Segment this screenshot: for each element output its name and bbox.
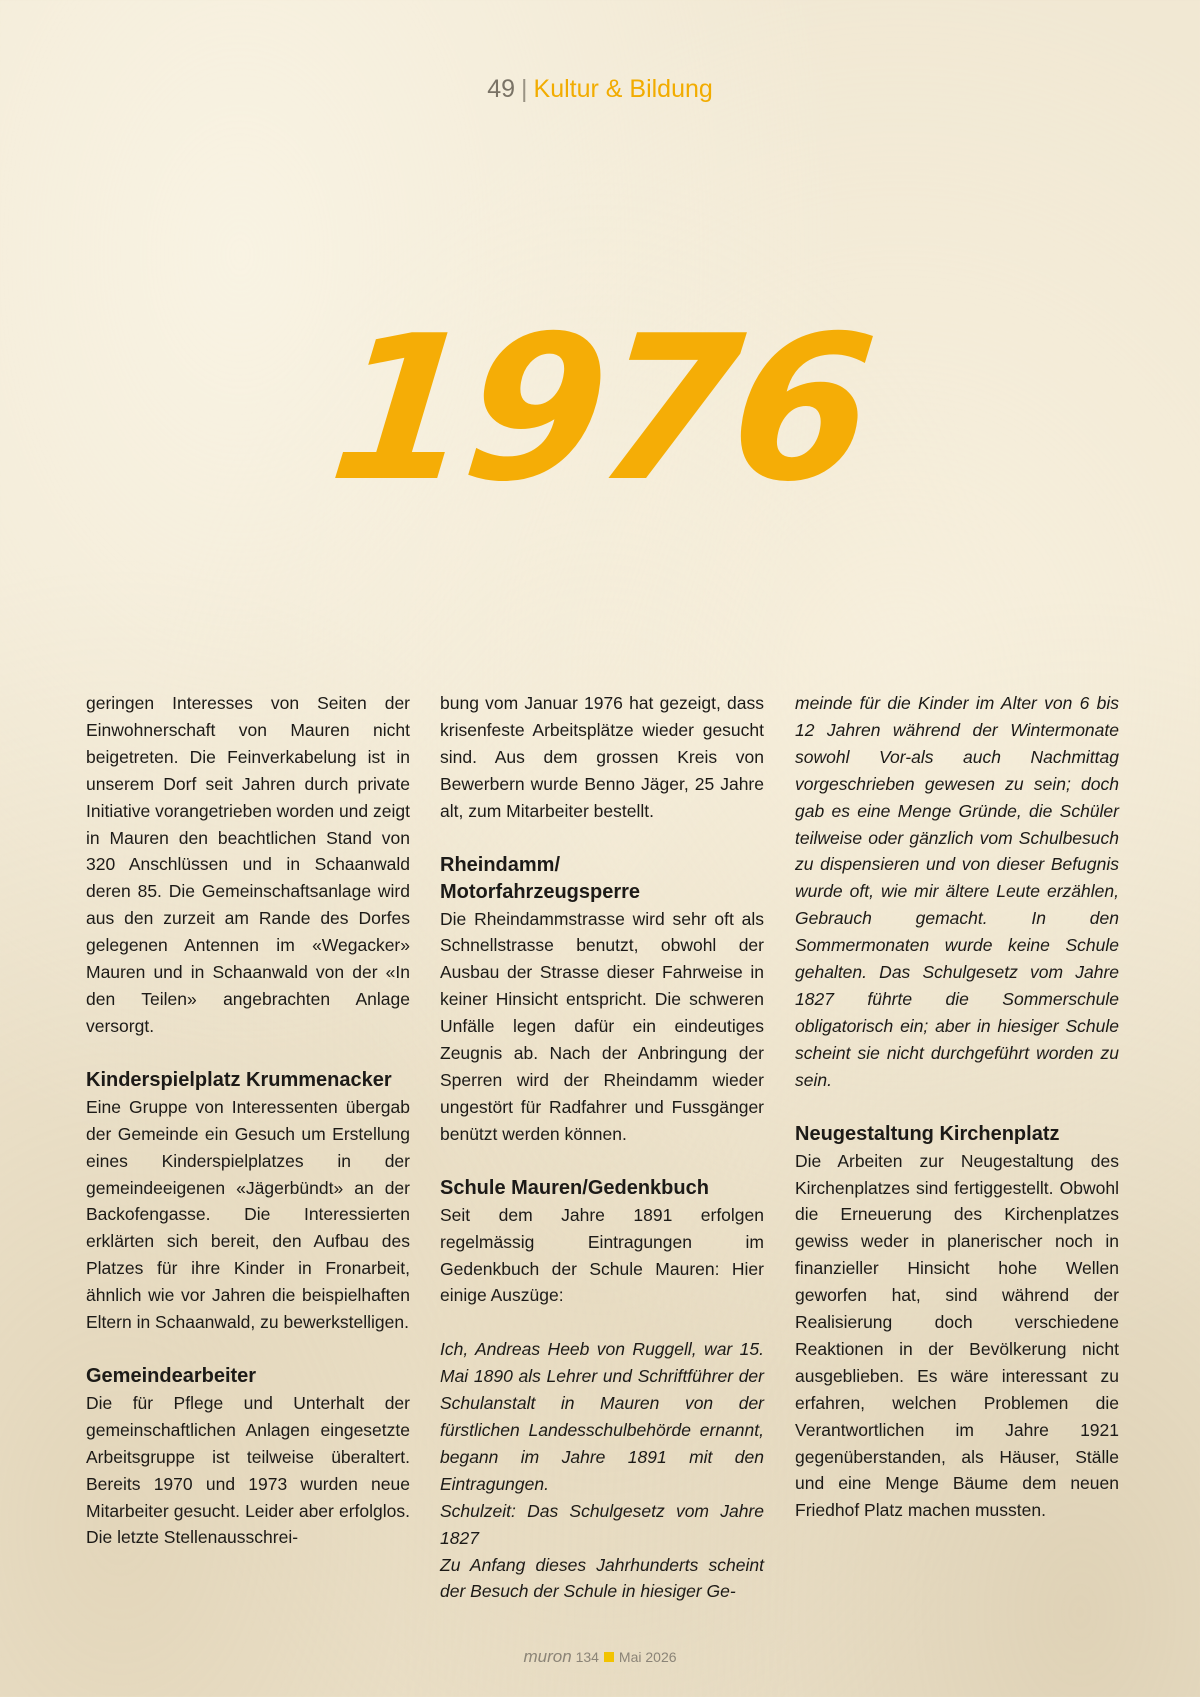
quote-paragraph: meinde für die Kinder im Alter von 6 bis 12 Jahren während der Wintermonate sowohl Vor-als auch Nachmittag vorgeschrieben gewesen zu sein; doch gab es eine Menge Gründe, die Schüler teilweise oder gänzlich vom Schulbesuch zu dispensieren und von dieser Befugnis wurde oft, wie mir ältere Leute erzählen, Gebrauch gemacht. In den Sommermonaten wurde keine Schule gehalten. Das Schulgesetz vom Jahre 1827 führte die Sommerschule obligatorisch ein; aber in hiesiger Schule scheint sie nicht durchgeführt worden zu sein.: [795, 693, 1119, 1090]
column-1: [86, 690, 410, 1551]
heading-rheindamm: [440, 852, 764, 906]
section-title: Kultur & Bildung: [533, 75, 713, 103]
paragraph: Eine Gruppe von Interessenten übergab der Gemeinde ein Gesuch um Erstellung eines Kinderspielplatzes in der gemeindeeigenen «Jägerbündt» an der Backofengasse. Die Interessierten erklärten sich bereit, den Aufbau des Platzes für ihre Kinder in Fronarbeit, ähnlich wie vor Jahren die beispielhaften Eltern in Schaanwald, zu bewerkstelligen.: [86, 1096, 410, 1333]
quote-paragraph: Ich, Andreas Heeb von Ruggell, war 15. Mai 1890 als Lehrer und Schriftführer der Schulanstalt in Mauren von der fürstlichen Landesschulbehörde ernannt, begann im Jahre 1891 mit den Eintragungen.: [440, 1339, 764, 1494]
paragraph: geringen Interesses von Seiten der Einwohnerschaft von Mauren nicht beigetreten. Die Feinverkabelung ist in unserem Dorf seit Jahren durch private Initiative vorangetrieben worden und zeigt in Mauren den beachtlichen Stand von 320 Anschlüssen und in Schaanwald deren 85. Die Gemeinschaftsanlage wird aus den zurzeit am Rande des Dorfes gelegenen Antennen im «Wegacker» Mauren und in Schaanwald von der «In den Teilen» angebrachten Anlage versorgt.: [86, 693, 410, 1036]
heading-kirchenplatz: Neugestaltung Kirchenplatz: [795, 1122, 1060, 1145]
paragraph: Die für Pflege und Unterhalt der gemeinschaftlichen Anlagen eingesetzte Arbeitsgruppe ist teilweise überaltert. Bereits 1970 und 1973 wurden neue Mitarbeiter gesucht. Leider aber erfolglos. Die letzte Stellenausschrei-: [86, 1392, 410, 1548]
heading-schule-mauren: Schule Mauren/Gedenkbuch: [440, 1176, 709, 1199]
paragraph: bung vom Januar 1976 hat gezeigt, dass krisenfeste Arbeitsplätze wieder gesucht sind. Aus dem grossen Kreis von Bewerbern wurde Benno Jäger, 25 Jahre alt, zum Mitarbeiter bestellt.: [440, 693, 764, 821]
column-3: [795, 690, 1119, 1524]
quote-paragraph: Zu Anfang dieses Jahrhunderts scheint der Besuch der Schule in hiesiger Ge-: [440, 1554, 764, 1602]
year-title: 1976: [321, 293, 879, 526]
paragraph: Seit dem Jahre 1891 erfolgen regelmässig Eintragungen im Gedenkbuch der Schule Mauren: Hier einige Auszüge:: [440, 1204, 764, 1306]
header-separator: |: [521, 75, 528, 103]
page-footer: [0, 1648, 1200, 1666]
paragraph: Die Rheindammstrasse wird sehr oft als Schnellstrasse benutzt, obwohl der Ausbau der Strasse dieser Fahrweise in keiner Hinsicht entspricht. Die schweren Unfälle legen dafür ein eindeutiges Zeugnis ab. Nach der Anbringung der Sperren wird der Rheindamm wieder ungestört für Radfahrer und Fussgänger benützt werden können.: [440, 908, 764, 1144]
page-number: 49: [487, 75, 516, 103]
page-header: [0, 72, 1200, 106]
issue-date: Mai 2026: [618, 1649, 677, 1665]
square-separator-icon: [604, 1652, 614, 1662]
heading-gemeindearbeiter: Gemeindearbeiter: [86, 1364, 257, 1387]
column-2: [440, 690, 764, 1605]
magazine-brand: muron: [523, 1647, 572, 1666]
heading-kinderspielplatz: Kinderspielplatz Krummenacker: [86, 1068, 392, 1091]
heading-rheindamm-line1: Rheindamm/: [440, 853, 561, 876]
issue-number: 134: [575, 1649, 599, 1665]
paragraph: Die Arbeiten zur Neugestaltung des Kirchenplatzes sind fertiggestellt. Obwohl die Erneuerung des Kirchenplatzes gewiss weder in planerischer noch in finanzieller Hinsicht hohe Wellen geworfen hat, sind während der Realisierung doch verschiedene Reaktionen in der Bevölkerung nicht ausgeblieben. Es wäre interessant zu erfahren, welchen Problemen die Verantwortlichen im Jahre 1921 gegenüberstanden, als Häuser, Ställe und eine Menge Bäume dem neuen Friedhof Platz machen mussten.: [795, 1150, 1119, 1521]
heading-rheindamm-line2: Motorfahrzeugsperre: [440, 880, 641, 903]
quote-paragraph: Schulzeit: Das Schulgesetz vom Jahre 1827: [440, 1500, 764, 1548]
